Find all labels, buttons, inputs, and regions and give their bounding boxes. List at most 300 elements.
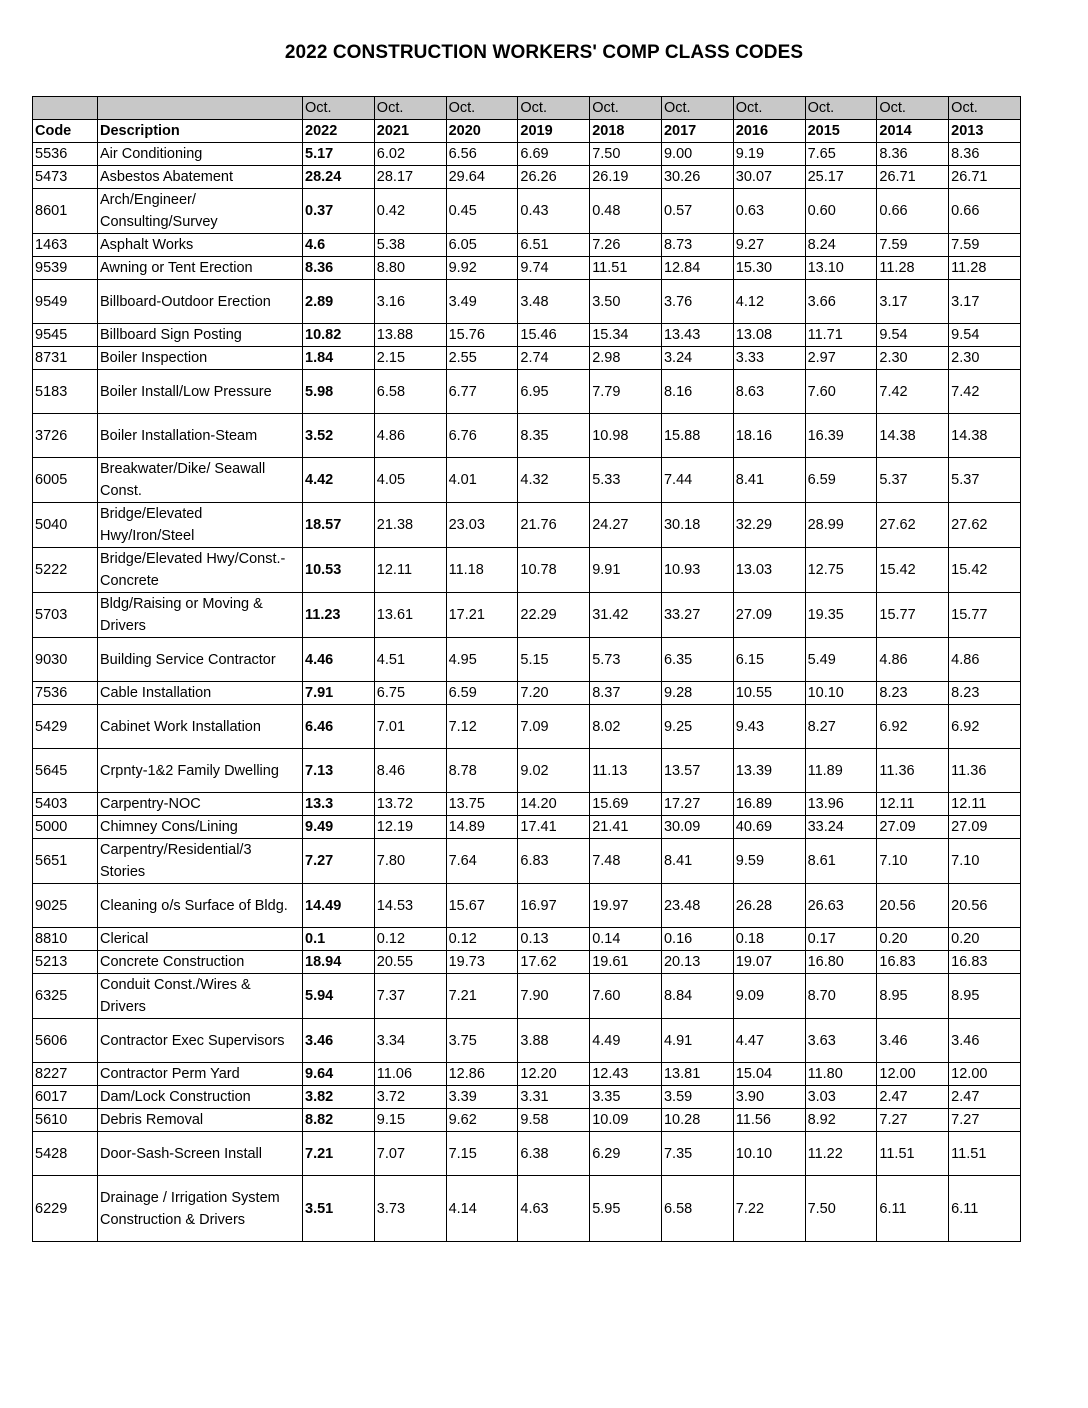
rate-cell-2015: 3.66 <box>805 280 877 324</box>
rate-cell-2013: 11.36 <box>949 749 1021 793</box>
rate-cell-2014: 11.51 <box>877 1132 949 1176</box>
rate-cell-2014: 8.95 <box>877 974 949 1019</box>
rate-cell-2021: 7.80 <box>374 839 446 884</box>
table-body <box>33 97 1021 1242</box>
rate-cell-2018: 15.34 <box>590 324 662 347</box>
rate-cell-2014: 8.23 <box>877 682 949 705</box>
rate-cell-2019: 6.83 <box>518 839 590 884</box>
rate-cell-2017: 13.57 <box>661 749 733 793</box>
rate-cell-2014: 0.66 <box>877 189 949 234</box>
class-code-cell: 6017 <box>33 1086 98 1109</box>
rate-cell-2013: 8.95 <box>949 974 1021 1019</box>
description-cell: Billboard Sign Posting <box>98 324 303 347</box>
rate-cell-2018: 19.61 <box>590 951 662 974</box>
rate-cell-2017: 9.28 <box>661 682 733 705</box>
description-cell: Billboard-Outdoor Erection <box>98 280 303 324</box>
rate-cell-2021: 7.07 <box>374 1132 446 1176</box>
rate-cell-2022: 18.94 <box>303 951 375 974</box>
class-code-cell: 5536 <box>33 143 98 166</box>
rate-cell-2019: 9.02 <box>518 749 590 793</box>
rate-cell-2018: 7.26 <box>590 234 662 257</box>
description-cell: Arch/Engineer/ Consulting/Survey <box>98 189 303 234</box>
class-code-cell: 5703 <box>33 593 98 638</box>
header-blank-code <box>33 97 98 120</box>
header-year-2013: 2013 <box>949 120 1021 143</box>
table-row <box>33 951 1021 974</box>
rate-cell-2017: 13.43 <box>661 324 733 347</box>
class-code-cell: 7536 <box>33 682 98 705</box>
header-month-cell: Oct. <box>949 97 1021 120</box>
description-cell: Air Conditioning <box>98 143 303 166</box>
rate-cell-2015: 8.92 <box>805 1109 877 1132</box>
table-row <box>33 1109 1021 1132</box>
description-cell: Bridge/Elevated Hwy/Const.- Concrete <box>98 548 303 593</box>
table-row <box>33 682 1021 705</box>
rate-cell-2020: 15.76 <box>446 324 518 347</box>
table-row <box>33 974 1021 1019</box>
rate-cell-2017: 8.73 <box>661 234 733 257</box>
rate-cell-2013: 27.09 <box>949 816 1021 839</box>
rate-cell-2019: 0.43 <box>518 189 590 234</box>
header-month-cell: Oct. <box>303 97 375 120</box>
description-cell: Asbestos Abatement <box>98 166 303 189</box>
table-row <box>33 884 1021 928</box>
rate-cell-2018: 7.79 <box>590 370 662 414</box>
rate-cell-2019: 21.76 <box>518 503 590 548</box>
rate-cell-2021: 21.38 <box>374 503 446 548</box>
class-code-cell: 5429 <box>33 705 98 749</box>
rate-cell-2013: 2.47 <box>949 1086 1021 1109</box>
class-code-cell: 5645 <box>33 749 98 793</box>
table-row <box>33 1086 1021 1109</box>
rate-cell-2017: 3.24 <box>661 347 733 370</box>
rate-cell-2017: 7.35 <box>661 1132 733 1176</box>
rate-cell-2014: 3.46 <box>877 1019 949 1063</box>
class-code-cell: 6229 <box>33 1176 98 1242</box>
header-year-2016: 2016 <box>733 120 805 143</box>
rate-cell-2020: 7.12 <box>446 705 518 749</box>
rate-cell-2019: 14.20 <box>518 793 590 816</box>
rate-cell-2017: 33.27 <box>661 593 733 638</box>
rate-cell-2016: 13.39 <box>733 749 805 793</box>
rate-cell-2019: 22.29 <box>518 593 590 638</box>
rate-cell-2013: 3.17 <box>949 280 1021 324</box>
rate-cell-2020: 0.45 <box>446 189 518 234</box>
rate-cell-2021: 20.55 <box>374 951 446 974</box>
header-month-cell: Oct. <box>661 97 733 120</box>
rate-cell-2013: 20.56 <box>949 884 1021 928</box>
rate-cell-2014: 7.42 <box>877 370 949 414</box>
rate-cell-2020: 13.75 <box>446 793 518 816</box>
rate-cell-2021: 3.73 <box>374 1176 446 1242</box>
rate-cell-2019: 8.35 <box>518 414 590 458</box>
rate-cell-2014: 3.17 <box>877 280 949 324</box>
rate-cell-2016: 15.30 <box>733 257 805 280</box>
rate-cell-2013: 7.10 <box>949 839 1021 884</box>
rate-cell-2021: 11.06 <box>374 1063 446 1086</box>
class-code-cell: 9539 <box>33 257 98 280</box>
table-row <box>33 638 1021 682</box>
rate-cell-2018: 11.51 <box>590 257 662 280</box>
class-code-cell: 5428 <box>33 1132 98 1176</box>
rate-cell-2022: 7.91 <box>303 682 375 705</box>
rate-cell-2013: 16.83 <box>949 951 1021 974</box>
rate-cell-2022: 11.23 <box>303 593 375 638</box>
rate-cell-2015: 28.99 <box>805 503 877 548</box>
table-row <box>33 1063 1021 1086</box>
rate-cell-2017: 10.93 <box>661 548 733 593</box>
class-code-cell: 5213 <box>33 951 98 974</box>
header-month-cell: Oct. <box>733 97 805 120</box>
rate-cell-2022: 14.49 <box>303 884 375 928</box>
table-row <box>33 503 1021 548</box>
rate-cell-2014: 11.28 <box>877 257 949 280</box>
table-row <box>33 414 1021 458</box>
rate-cell-2016: 0.63 <box>733 189 805 234</box>
rate-cell-2015: 7.65 <box>805 143 877 166</box>
rate-cell-2015: 33.24 <box>805 816 877 839</box>
rate-cell-2015: 13.10 <box>805 257 877 280</box>
header-row-month <box>33 97 1021 120</box>
rate-cell-2015: 2.97 <box>805 347 877 370</box>
rate-cell-2022: 5.98 <box>303 370 375 414</box>
rate-cell-2021: 5.38 <box>374 234 446 257</box>
class-code-cell: 9025 <box>33 884 98 928</box>
rate-cell-2022: 8.82 <box>303 1109 375 1132</box>
description-cell: Debris Removal <box>98 1109 303 1132</box>
table-row <box>33 816 1021 839</box>
description-cell: Conduit Const./Wires & Drivers <box>98 974 303 1019</box>
rate-cell-2019: 7.20 <box>518 682 590 705</box>
rate-cell-2019: 10.78 <box>518 548 590 593</box>
table-row <box>33 839 1021 884</box>
header-month-cell: Oct. <box>374 97 446 120</box>
rate-cell-2013: 9.54 <box>949 324 1021 347</box>
rate-cell-2017: 8.16 <box>661 370 733 414</box>
rate-cell-2018: 3.50 <box>590 280 662 324</box>
rate-cell-2019: 9.58 <box>518 1109 590 1132</box>
rate-cell-2020: 6.56 <box>446 143 518 166</box>
rate-cell-2014: 4.86 <box>877 638 949 682</box>
description-cell: Carpentry-NOC <box>98 793 303 816</box>
rate-cell-2021: 28.17 <box>374 166 446 189</box>
rate-cell-2018: 7.60 <box>590 974 662 1019</box>
description-cell: Contractor Perm Yard <box>98 1063 303 1086</box>
class-code-cell: 9549 <box>33 280 98 324</box>
rate-cell-2022: 3.82 <box>303 1086 375 1109</box>
rate-cell-2013: 5.37 <box>949 458 1021 503</box>
table-row <box>33 458 1021 503</box>
rate-cell-2016: 26.28 <box>733 884 805 928</box>
rate-cell-2016: 13.03 <box>733 548 805 593</box>
rate-cell-2013: 0.20 <box>949 928 1021 951</box>
rate-cell-2014: 20.56 <box>877 884 949 928</box>
description-cell: Bridge/Elevated Hwy/Iron/Steel <box>98 503 303 548</box>
rate-cell-2016: 16.89 <box>733 793 805 816</box>
rate-cell-2016: 32.29 <box>733 503 805 548</box>
rate-cell-2022: 7.27 <box>303 839 375 884</box>
table-row <box>33 280 1021 324</box>
class-code-cell: 5473 <box>33 166 98 189</box>
rate-cell-2014: 6.92 <box>877 705 949 749</box>
class-code-cell: 6325 <box>33 974 98 1019</box>
rate-cell-2014: 6.11 <box>877 1176 949 1242</box>
rate-cell-2021: 13.61 <box>374 593 446 638</box>
class-code-cell: 8731 <box>33 347 98 370</box>
rate-cell-2020: 0.12 <box>446 928 518 951</box>
class-code-cell: 5000 <box>33 816 98 839</box>
rate-cell-2015: 5.49 <box>805 638 877 682</box>
rate-cell-2017: 7.44 <box>661 458 733 503</box>
rate-cell-2022: 2.89 <box>303 280 375 324</box>
rate-cell-2019: 6.38 <box>518 1132 590 1176</box>
rate-cell-2020: 6.59 <box>446 682 518 705</box>
rate-cell-2017: 20.13 <box>661 951 733 974</box>
table-row <box>33 189 1021 234</box>
rate-cell-2019: 7.09 <box>518 705 590 749</box>
rate-cell-2018: 10.98 <box>590 414 662 458</box>
rate-cell-2017: 23.48 <box>661 884 733 928</box>
rate-cell-2021: 13.72 <box>374 793 446 816</box>
table-row <box>33 593 1021 638</box>
class-code-cell: 5222 <box>33 548 98 593</box>
rate-cell-2015: 7.60 <box>805 370 877 414</box>
rate-cell-2016: 0.18 <box>733 928 805 951</box>
rate-cell-2018: 15.69 <box>590 793 662 816</box>
rate-cell-2021: 4.05 <box>374 458 446 503</box>
description-cell: Concrete Construction <box>98 951 303 974</box>
rate-cell-2018: 21.41 <box>590 816 662 839</box>
rate-cell-2020: 7.21 <box>446 974 518 1019</box>
rate-cell-2022: 18.57 <box>303 503 375 548</box>
rate-cell-2013: 0.66 <box>949 189 1021 234</box>
rate-cell-2020: 19.73 <box>446 951 518 974</box>
rate-cell-2015: 11.22 <box>805 1132 877 1176</box>
description-cell: Cleaning o/s Surface of Bldg. <box>98 884 303 928</box>
rate-cell-2018: 3.35 <box>590 1086 662 1109</box>
rate-cell-2020: 23.03 <box>446 503 518 548</box>
rate-cell-2021: 3.16 <box>374 280 446 324</box>
rate-cell-2017: 0.16 <box>661 928 733 951</box>
header-year-2022: 2022 <box>303 120 375 143</box>
class-code-cell: 8810 <box>33 928 98 951</box>
rate-cell-2020: 3.75 <box>446 1019 518 1063</box>
rate-cell-2014: 14.38 <box>877 414 949 458</box>
rate-cell-2020: 6.77 <box>446 370 518 414</box>
rate-cell-2014: 26.71 <box>877 166 949 189</box>
rate-cell-2022: 4.46 <box>303 638 375 682</box>
rate-cell-2015: 8.27 <box>805 705 877 749</box>
rate-cell-2022: 28.24 <box>303 166 375 189</box>
description-cell: Clerical <box>98 928 303 951</box>
rate-cell-2016: 18.16 <box>733 414 805 458</box>
table-row <box>33 548 1021 593</box>
rate-cell-2016: 9.09 <box>733 974 805 1019</box>
description-cell: Asphalt Works <box>98 234 303 257</box>
rate-cell-2021: 14.53 <box>374 884 446 928</box>
header-month-cell: Oct. <box>518 97 590 120</box>
rate-cell-2013: 11.51 <box>949 1132 1021 1176</box>
rate-cell-2016: 9.19 <box>733 143 805 166</box>
rate-cell-2016: 10.10 <box>733 1132 805 1176</box>
rate-cell-2015: 11.71 <box>805 324 877 347</box>
class-code-cell: 9545 <box>33 324 98 347</box>
table-row <box>33 324 1021 347</box>
rate-cell-2018: 11.13 <box>590 749 662 793</box>
rate-cell-2015: 25.17 <box>805 166 877 189</box>
rate-cell-2019: 4.63 <box>518 1176 590 1242</box>
rate-cell-2020: 15.67 <box>446 884 518 928</box>
header-month-cell: Oct. <box>590 97 662 120</box>
rate-cell-2020: 7.64 <box>446 839 518 884</box>
rate-cell-2022: 1.84 <box>303 347 375 370</box>
rate-cell-2021: 3.72 <box>374 1086 446 1109</box>
rate-cell-2020: 29.64 <box>446 166 518 189</box>
rate-cell-2018: 5.73 <box>590 638 662 682</box>
rate-cell-2020: 7.15 <box>446 1132 518 1176</box>
rate-cell-2016: 10.55 <box>733 682 805 705</box>
rate-cell-2014: 2.30 <box>877 347 949 370</box>
rate-cell-2016: 40.69 <box>733 816 805 839</box>
rate-cell-2014: 9.54 <box>877 324 949 347</box>
rate-cell-2022: 4.6 <box>303 234 375 257</box>
rate-cell-2018: 26.19 <box>590 166 662 189</box>
rate-cell-2020: 3.39 <box>446 1086 518 1109</box>
rate-cell-2018: 0.48 <box>590 189 662 234</box>
description-cell: Boiler Install/Low Pressure <box>98 370 303 414</box>
rate-cell-2014: 15.42 <box>877 548 949 593</box>
rate-cell-2017: 30.18 <box>661 503 733 548</box>
rate-cell-2013: 27.62 <box>949 503 1021 548</box>
rate-cell-2019: 5.15 <box>518 638 590 682</box>
rate-cell-2022: 13.3 <box>303 793 375 816</box>
rate-cell-2015: 11.89 <box>805 749 877 793</box>
rate-cell-2018: 9.91 <box>590 548 662 593</box>
rate-cell-2013: 6.11 <box>949 1176 1021 1242</box>
rate-cell-2013: 3.46 <box>949 1019 1021 1063</box>
rate-cell-2013: 26.71 <box>949 166 1021 189</box>
rate-cell-2013: 8.36 <box>949 143 1021 166</box>
rate-cell-2019: 2.74 <box>518 347 590 370</box>
rate-cell-2021: 12.19 <box>374 816 446 839</box>
rate-cell-2019: 3.31 <box>518 1086 590 1109</box>
description-cell: Crpnty-1&2 Family Dwelling <box>98 749 303 793</box>
rate-cell-2017: 4.91 <box>661 1019 733 1063</box>
rate-cell-2020: 11.18 <box>446 548 518 593</box>
rate-cell-2013: 15.42 <box>949 548 1021 593</box>
class-code-table <box>32 96 1021 1242</box>
rate-cell-2017: 8.84 <box>661 974 733 1019</box>
rate-cell-2017: 9.25 <box>661 705 733 749</box>
rate-cell-2016: 11.56 <box>733 1109 805 1132</box>
rate-cell-2019: 6.51 <box>518 234 590 257</box>
description-cell: Awning or Tent Erection <box>98 257 303 280</box>
rate-cell-2018: 0.14 <box>590 928 662 951</box>
rate-cell-2019: 3.88 <box>518 1019 590 1063</box>
rate-cell-2020: 9.62 <box>446 1109 518 1132</box>
rate-cell-2014: 15.77 <box>877 593 949 638</box>
class-code-cell: 5651 <box>33 839 98 884</box>
rate-cell-2022: 6.46 <box>303 705 375 749</box>
rate-cell-2013: 12.00 <box>949 1063 1021 1086</box>
rate-cell-2020: 6.76 <box>446 414 518 458</box>
rate-cell-2013: 6.92 <box>949 705 1021 749</box>
rate-cell-2018: 5.95 <box>590 1176 662 1242</box>
table-row <box>33 793 1021 816</box>
rate-cell-2021: 4.86 <box>374 414 446 458</box>
rate-cell-2016: 30.07 <box>733 166 805 189</box>
rate-cell-2021: 13.88 <box>374 324 446 347</box>
header-row-labels <box>33 120 1021 143</box>
description-cell: Door-Sash-Screen Install <box>98 1132 303 1176</box>
rate-cell-2019: 15.46 <box>518 324 590 347</box>
rate-cell-2016: 9.59 <box>733 839 805 884</box>
table-row <box>33 257 1021 280</box>
rate-cell-2021: 0.42 <box>374 189 446 234</box>
header-code-label: Code <box>33 120 98 143</box>
rate-cell-2021: 3.34 <box>374 1019 446 1063</box>
rate-cell-2014: 12.11 <box>877 793 949 816</box>
rate-cell-2013: 2.30 <box>949 347 1021 370</box>
rate-cell-2016: 9.43 <box>733 705 805 749</box>
header-year-2019: 2019 <box>518 120 590 143</box>
description-cell: Contractor Exec Supervisors <box>98 1019 303 1063</box>
header-year-2014: 2014 <box>877 120 949 143</box>
rate-cell-2017: 12.84 <box>661 257 733 280</box>
rate-cell-2018: 8.37 <box>590 682 662 705</box>
rate-cell-2021: 12.11 <box>374 548 446 593</box>
rate-cell-2014: 16.83 <box>877 951 949 974</box>
header-description-label: Description <box>98 120 303 143</box>
rate-cell-2022: 3.46 <box>303 1019 375 1063</box>
rate-cell-2022: 5.94 <box>303 974 375 1019</box>
rate-cell-2015: 19.35 <box>805 593 877 638</box>
rate-cell-2015: 6.59 <box>805 458 877 503</box>
rate-cell-2017: 30.09 <box>661 816 733 839</box>
rate-cell-2020: 4.14 <box>446 1176 518 1242</box>
rate-cell-2022: 3.51 <box>303 1176 375 1242</box>
rate-cell-2020: 9.92 <box>446 257 518 280</box>
rate-cell-2021: 0.12 <box>374 928 446 951</box>
header-year-2021: 2021 <box>374 120 446 143</box>
rate-cell-2017: 6.35 <box>661 638 733 682</box>
header-year-2018: 2018 <box>590 120 662 143</box>
rate-cell-2015: 11.80 <box>805 1063 877 1086</box>
rate-cell-2021: 8.46 <box>374 749 446 793</box>
rate-cell-2014: 11.36 <box>877 749 949 793</box>
rate-cell-2020: 8.78 <box>446 749 518 793</box>
rate-cell-2014: 5.37 <box>877 458 949 503</box>
rate-cell-2021: 9.15 <box>374 1109 446 1132</box>
rate-cell-2021: 7.37 <box>374 974 446 1019</box>
rate-cell-2017: 9.00 <box>661 143 733 166</box>
rate-cell-2020: 4.95 <box>446 638 518 682</box>
rate-cell-2020: 4.01 <box>446 458 518 503</box>
rate-cell-2019: 7.90 <box>518 974 590 1019</box>
rate-cell-2021: 7.01 <box>374 705 446 749</box>
rate-cell-2016: 6.15 <box>733 638 805 682</box>
rate-cell-2017: 3.76 <box>661 280 733 324</box>
rate-cell-2020: 12.86 <box>446 1063 518 1086</box>
rate-cell-2017: 13.81 <box>661 1063 733 1086</box>
rate-cell-2016: 4.47 <box>733 1019 805 1063</box>
table-row <box>33 928 1021 951</box>
table-row <box>33 347 1021 370</box>
rate-cell-2020: 6.05 <box>446 234 518 257</box>
rate-cell-2015: 8.61 <box>805 839 877 884</box>
rate-cell-2020: 17.21 <box>446 593 518 638</box>
rate-cell-2013: 15.77 <box>949 593 1021 638</box>
